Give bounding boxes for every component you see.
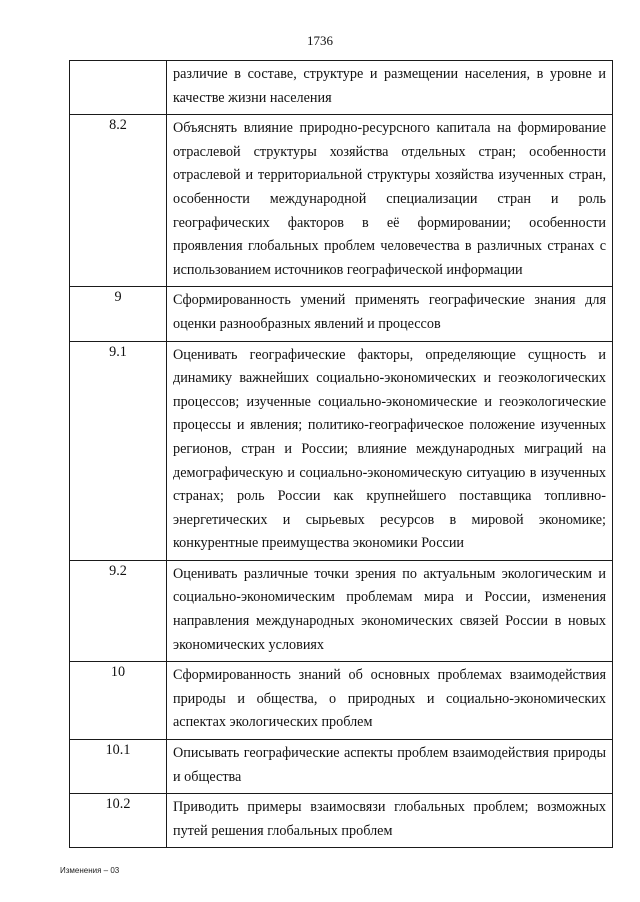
footer-revision-note: Изменения – 03 [60, 866, 120, 875]
row-number: 10 [70, 662, 167, 740]
row-number: 9.2 [70, 560, 167, 661]
table-row [70, 560, 613, 661]
row-text: Сформированность умений применять географические знания для оценки разнообразных явлений и процессов [167, 287, 613, 341]
row-text: Оценивать различные точки зрения по актуальным экологическим и социально-экономическим проблемам мира и России, изменения направления международных экономических связей России в новых экономических условиях [167, 560, 613, 661]
table-row [70, 794, 613, 848]
row-number: 9.1 [70, 341, 167, 560]
row-text: Сформированность знаний об основных проблемах взаимодействия природы и общества, о природных и социально-экономических аспектах экологических проблем [167, 662, 613, 740]
row-text: Объяснять влияние природно-ресурсного капитала на формирование отраслевой структуры хозяйства отдельных стран; особенности отраслевой и территориальной структуры хозяйства изученных стран, особенности международной специализации стран и роль географических факторов в её формировании; особенности проявления глобальных проблем человечества в различных странах с использованием источников географической информации [167, 115, 613, 287]
row-number: 10.2 [70, 794, 167, 848]
row-number [70, 61, 167, 115]
row-text: Описывать географические аспекты проблем взаимодействия природы и общества [167, 740, 613, 794]
table-row [70, 341, 613, 560]
table-row [70, 61, 613, 115]
row-number: 9 [70, 287, 167, 341]
row-number: 8.2 [70, 115, 167, 287]
row-number: 10.1 [70, 740, 167, 794]
requirements-table [69, 60, 613, 848]
row-text: Оценивать географические факторы, определяющие сущность и динамику важнейших социально-экономических и геоэкологических процессов; изученные социально-экономические и геоэкологические процессы и явления; политико-географическое положение изученных регионов, стран и России; влияние международных миграций на демографическую и социально-экономическую ситуацию в изученных странах; роль России как крупнейшего поставщика топливно-энергетических и сырьевых ресурсов в мировой экономике; конкурентные преимущества экономики России [167, 341, 613, 560]
page-number: 1736 [307, 33, 333, 48]
table-row [70, 662, 613, 740]
table-row [70, 115, 613, 287]
row-text: Приводить примеры взаимосвязи глобальных проблем; возможных путей решения глобальных проблем [167, 794, 613, 848]
row-text: различие в составе, структуре и размещении населения, в уровне и качестве жизни населения [167, 61, 613, 115]
table-row [70, 740, 613, 794]
table-row [70, 287, 613, 341]
